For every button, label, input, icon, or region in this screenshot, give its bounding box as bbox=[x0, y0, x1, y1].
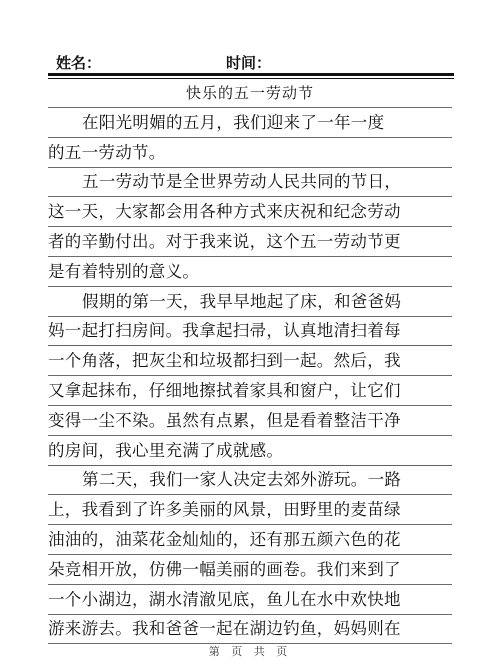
essay-title: 快乐的五一劳动节 bbox=[48, 79, 452, 108]
essay-line: 第二天，我们一家人决定去郊外游玩。一路 bbox=[48, 466, 452, 495]
essay-line: 又拿起抹布，仔细地擦拭着家具和窗户，让它们 bbox=[48, 377, 452, 406]
essay-line: 上，我看到了许多美丽的风景，田野里的麦苗绿 bbox=[48, 496, 452, 525]
lined-writing-paper bbox=[48, 79, 452, 649]
essay-line: 者的辛勤付出。对于我来说，这个五一劳动节更 bbox=[48, 228, 452, 257]
worksheet-header bbox=[0, 0, 500, 80]
header-rule-thick bbox=[48, 73, 454, 76]
essay-line: 妈一起打扫房间。我拿起扫帚，认真地清扫着每 bbox=[48, 317, 452, 346]
essay-line: 朵竞相开放，仿佛一幅美丽的画卷。我们来到了 bbox=[48, 556, 452, 585]
time-label: 时间： bbox=[226, 54, 272, 72]
essay-line: 在阳光明媚的五月，我们迎来了一年一度 bbox=[48, 109, 452, 138]
essay-line: 游来游去。我和爸爸一起在湖边钓鱼，妈妈则在 bbox=[48, 615, 452, 644]
essay-line: 油油的，油菜花金灿灿的，还有那五颜六色的花 bbox=[48, 526, 452, 555]
essay-line: 是有着特别的意义。 bbox=[48, 258, 452, 287]
name-label: 姓名： bbox=[56, 54, 102, 72]
essay-line: 五一劳动节是全世界劳动人民共同的节日， bbox=[48, 168, 452, 197]
essay-line: 一个小湖边，湖水清澈见底，鱼儿在水中欢快地 bbox=[48, 586, 452, 615]
essay-line: 这一天，大家都会用各种方式来庆祝和纪念劳动 bbox=[48, 198, 452, 227]
page-footer: 第 页 共 页 bbox=[208, 645, 292, 658]
essay-line: 的房间，我心里充满了成就感。 bbox=[48, 437, 452, 466]
essay-line: 的五一劳动节。 bbox=[48, 139, 452, 168]
essay-line: 假期的第一天，我早早地起了床，和爸爸妈 bbox=[48, 288, 452, 317]
essay-line: 变得一尘不染。虽然有点累，但是看着整洁干净 bbox=[48, 407, 452, 436]
essay-line: 一个角落，把灰尘和垃圾都扫到一起。然后，我 bbox=[48, 347, 452, 376]
